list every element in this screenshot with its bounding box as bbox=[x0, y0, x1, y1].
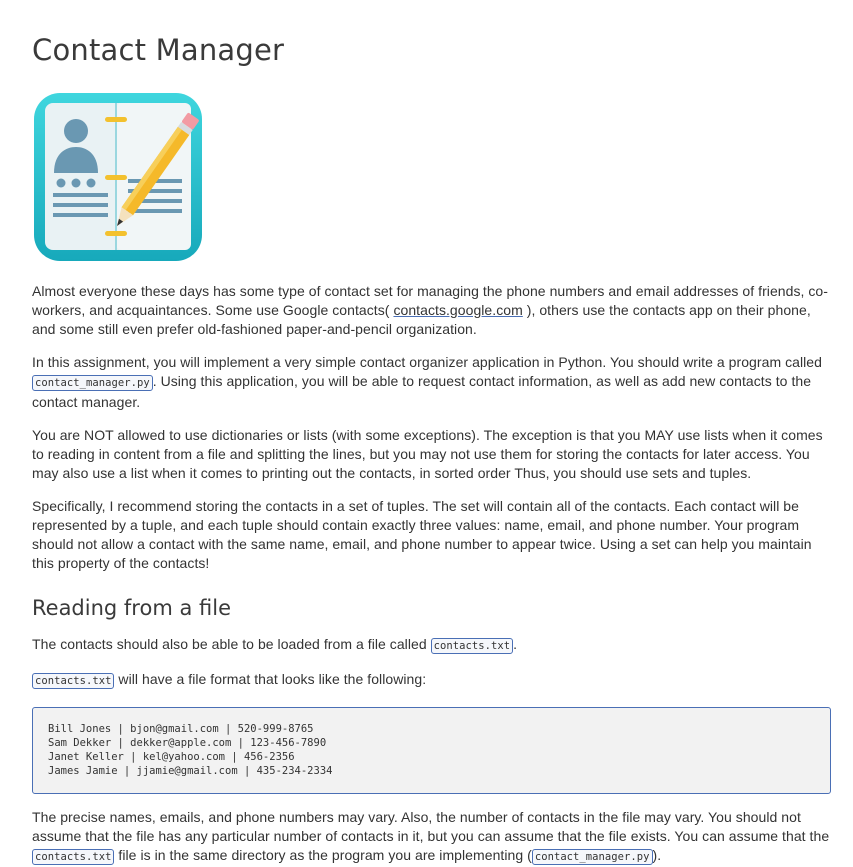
inline-code-contacts-txt: contacts.txt bbox=[32, 849, 114, 865]
reading-text-2b: will have a file format that looks like the following: bbox=[114, 671, 427, 687]
inline-code-contact-manager: contact_manager.py bbox=[32, 375, 153, 391]
inline-code-contact-manager: contact_manager.py bbox=[532, 849, 653, 865]
reading-text-3a: The precise names, emails, and phone numbers may vary. Also, the number of contacts in the file may vary. You should not assume that the file has any particular number of contacts in it, but you can assume that the file exists. You can assume that the bbox=[32, 809, 830, 844]
code-line: Bill Jones | bjon@gmail.com | 520-999-8765 bbox=[48, 723, 314, 735]
code-line: Janet Keller | kel@yahoo.com | 456-2356 bbox=[48, 751, 295, 763]
reading-text-3b: file is in the same directory as the program you are implementing ( bbox=[114, 847, 532, 863]
reading-text-3c: ). bbox=[652, 847, 662, 863]
intro-text-2a: In this assignment, you will implement a very simple contact organizer application in Python. You should write a program called bbox=[32, 354, 822, 370]
intro-text-1b: ), others use the contacts app on their phone, and some still even prefer old-fashioned paper-and-pencil organization. bbox=[32, 302, 811, 337]
reading-paragraph-2 bbox=[32, 670, 831, 691]
reading-text-1a: The contacts should also be able to be loaded from a file called bbox=[32, 636, 431, 652]
google-contacts-link[interactable]: contacts.google.com bbox=[393, 302, 523, 318]
code-line: James Jamie | jjamie@gmail.com | 435-234-2334 bbox=[48, 765, 333, 777]
code-line: Sam Dekker | dekker@apple.com | 123-456-7890 bbox=[48, 737, 327, 749]
intro-paragraph-2 bbox=[32, 353, 831, 412]
inline-code-contacts-txt: contacts.txt bbox=[32, 673, 114, 689]
contact-book-pencil-icon bbox=[32, 91, 204, 263]
code-block-contacts-format bbox=[32, 707, 831, 794]
reading-paragraph-3 bbox=[32, 808, 831, 867]
intro-text-1a: Almost everyone these days has some type of contact set for managing the phone numbers and email addresses of friends, co-workers, and acquaintances. Some use Google contacts( bbox=[32, 283, 828, 318]
reading-text-1b: . bbox=[513, 636, 518, 652]
inline-code-contacts-txt: contacts.txt bbox=[431, 638, 513, 654]
intro-paragraph-1 bbox=[32, 282, 831, 339]
intro-paragraph-4: Specifically, I recommend storing the contacts in a set of tuples. The set will contain all of the contacts. Each contact will be represented by a tuple, and each tuple should contain exactly three values: name, email, and phone number. Your program should not allow a contact with the same name, email, and phone number to appear twice. Using a set can help you maintain this property of the contacts! bbox=[32, 498, 812, 571]
reading-paragraph-1 bbox=[32, 635, 831, 656]
section-heading-reading: Reading from a file bbox=[32, 596, 231, 620]
page-title: Contact Manager bbox=[32, 33, 285, 67]
intro-text-2b: . Using this application, you will be able to request contact information, as well as add new contacts to the contact manager. bbox=[32, 373, 812, 410]
intro-paragraph-3: You are NOT allowed to use dictionaries or lists (with some exceptions). The exception is that you MAY use lists when it comes to reading in content from a file and splitting the lines, but you may not use them for storing the contacts for later access. You may also use a list when it comes to printing out the contacts, in sorted order Thus, you should use sets and tuples. bbox=[32, 427, 823, 481]
